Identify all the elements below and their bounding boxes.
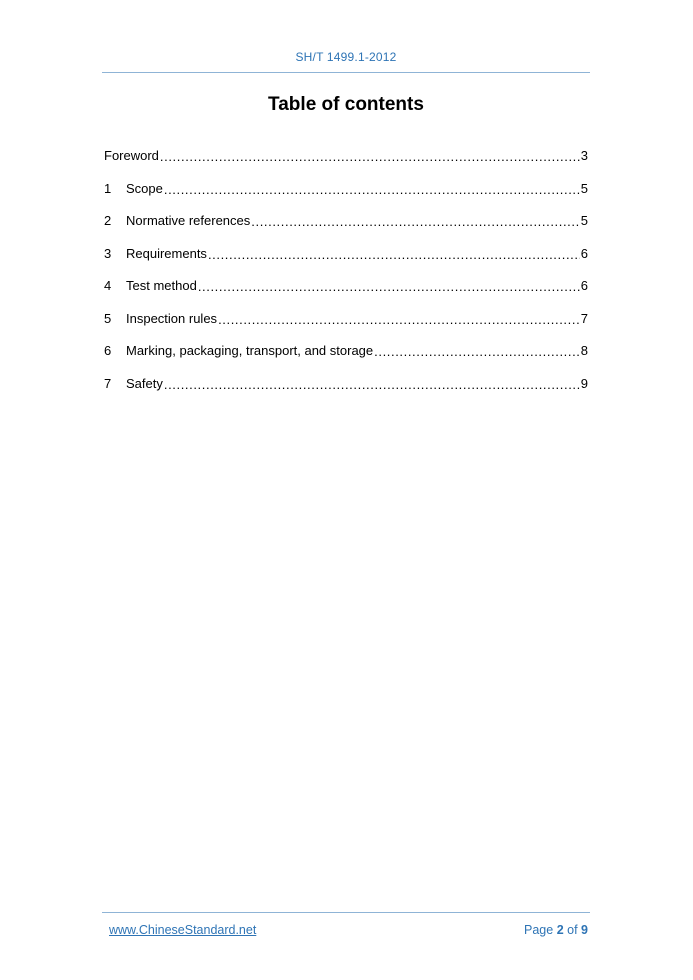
toc-item-label: Test method (126, 278, 197, 293)
toc-item-test-method[interactable] (104, 278, 588, 311)
toc-item-requirements[interactable] (104, 246, 588, 279)
toc-item-page: 7 (580, 310, 588, 326)
page-indicator (524, 923, 588, 937)
toc-item-number: 7 (104, 375, 112, 391)
toc-dot-leader (160, 149, 580, 163)
toc-dot-leader (218, 312, 580, 326)
toc-list (104, 148, 588, 408)
total-pages-number: 9 (581, 923, 588, 937)
toc-item-number: 3 (104, 245, 112, 261)
toc-item-label: Foreword (104, 148, 159, 163)
toc-item-page: 6 (580, 245, 588, 261)
toc-item-label: Safety (126, 375, 163, 391)
toc-item-label: Scope (126, 180, 163, 196)
toc-item-normative-references[interactable] (104, 213, 588, 246)
header-divider (102, 72, 590, 73)
toc-dot-leader (198, 279, 580, 293)
page-word: Page (524, 923, 554, 937)
current-page-number: 2 (556, 923, 564, 937)
toc-item-inspection-rules[interactable] (104, 311, 588, 344)
toc-item-number: 2 (104, 213, 112, 228)
toc-item-label: Marking, packaging, transport, and storage (126, 343, 374, 358)
toc-item-page: 5 (580, 180, 588, 196)
page-title: Table of contents (268, 94, 424, 115)
of-word: of (567, 923, 578, 937)
document-header-id: SH/T 1499.1-2012 (295, 50, 397, 64)
toc-dot-leader (251, 214, 579, 228)
toc-item-safety[interactable] (104, 376, 588, 409)
toc-item-page: 6 (580, 278, 588, 293)
toc-item-label: Requirements (126, 245, 207, 261)
toc-item-label: Normative references (126, 213, 251, 228)
toc-item-page: 8 (580, 343, 588, 358)
toc-item-number: 1 (104, 180, 112, 196)
toc-item-number: 4 (104, 278, 112, 293)
toc-dot-leader (208, 247, 580, 261)
toc-item-number: 5 (104, 310, 112, 326)
toc-item-marking-packaging[interactable] (104, 343, 588, 376)
toc-item-page: 5 (580, 213, 588, 228)
toc-item-number: 6 (104, 343, 112, 358)
toc-item-label: Inspection rules (126, 310, 218, 326)
toc-item-page: 9 (580, 375, 588, 391)
toc-dot-leader (374, 344, 580, 358)
toc-item-scope[interactable] (104, 181, 588, 214)
toc-item-foreword[interactable] (104, 148, 588, 181)
footer-divider (102, 912, 590, 913)
website-link[interactable]: www.ChineseStandard.net (109, 923, 257, 937)
toc-item-page: 3 (580, 148, 588, 163)
toc-dot-leader (164, 182, 580, 196)
toc-dot-leader (164, 377, 580, 391)
